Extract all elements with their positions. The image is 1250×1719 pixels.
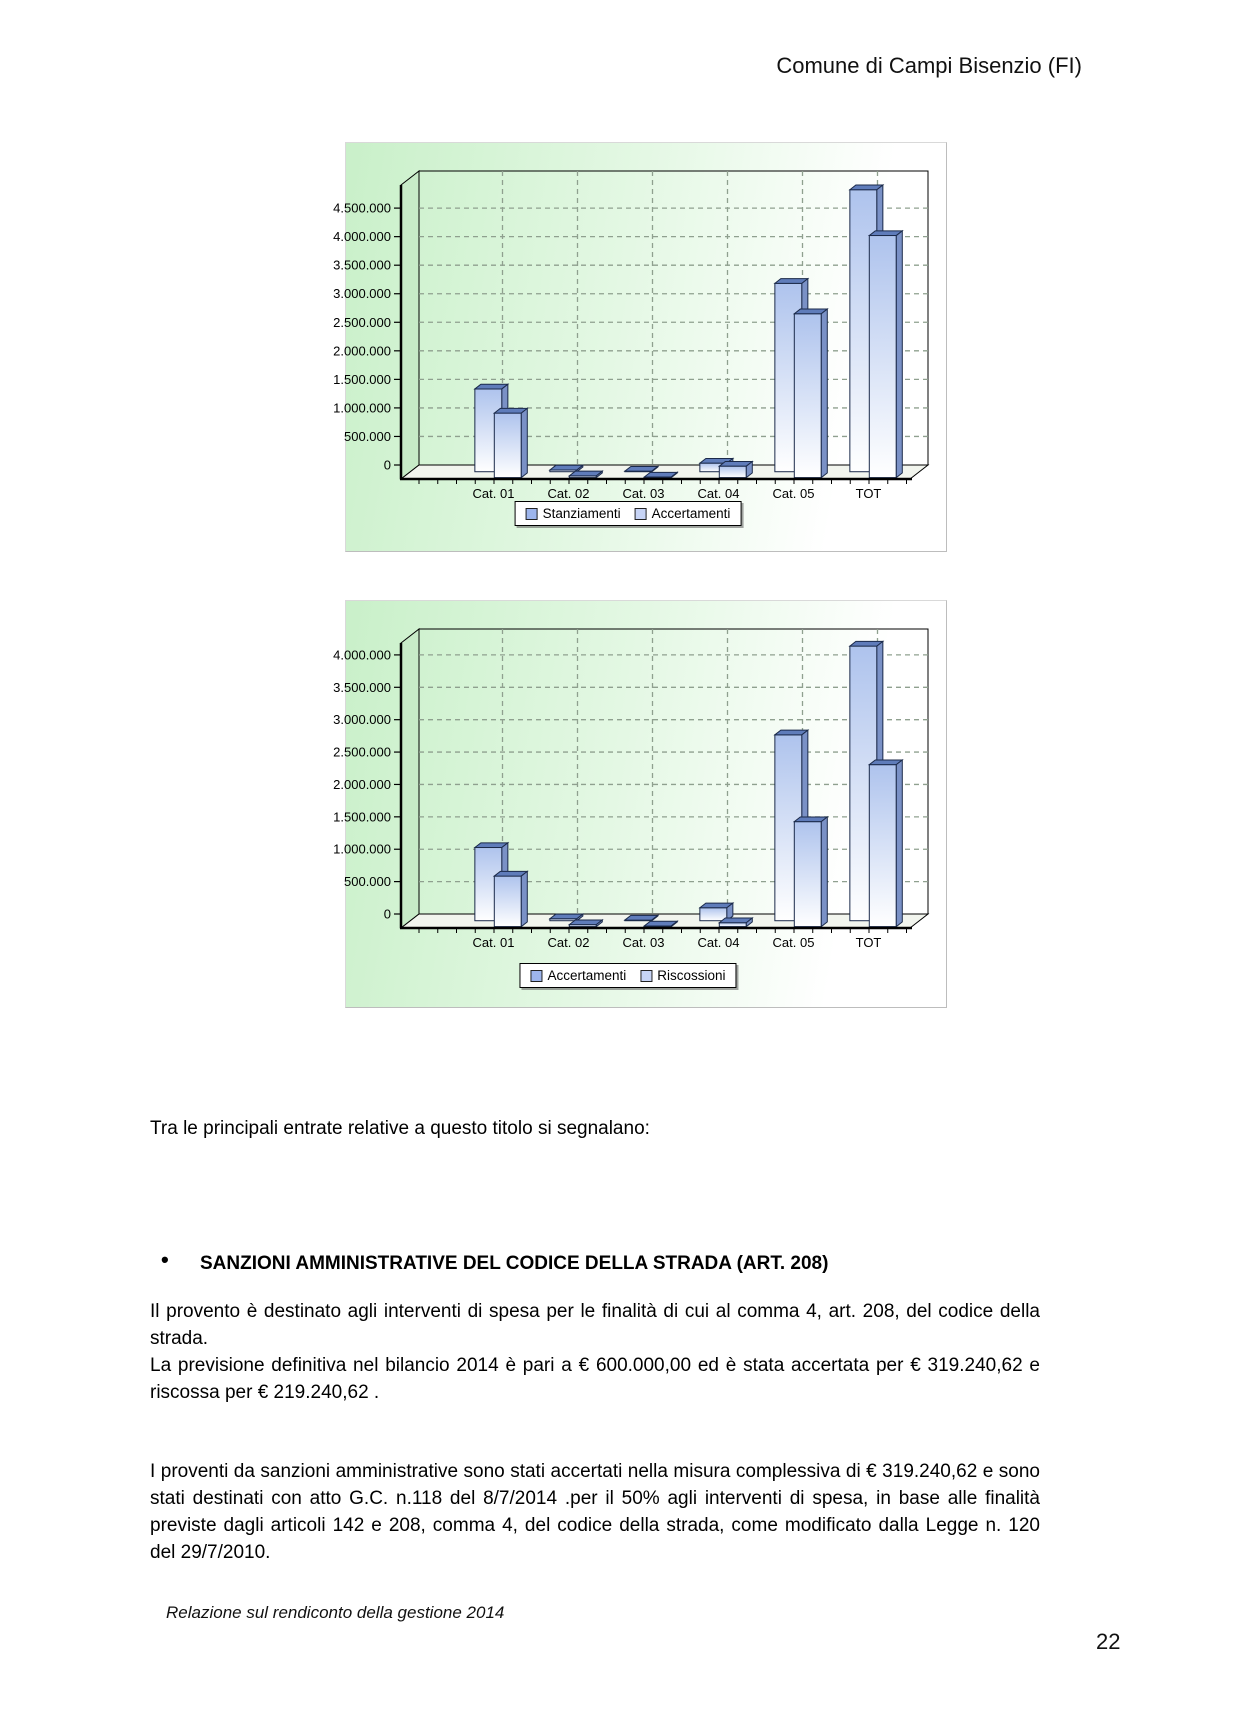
paragraph-provento-part1: Il provento è destinato agli interventi di spesa per le finalità di cui al comma 4, art. 208, del codice della strada. (150, 1301, 1040, 1349)
x-category-label: Cat. 05 (772, 486, 815, 501)
bar-accertamenti (794, 314, 821, 478)
x-category-label: TOT (855, 935, 882, 950)
legend-swatch-icon (640, 970, 652, 982)
paragraph-proventi-sanzioni: I proventi da sanzioni amministrative sono stati accertati nella misura complessiva di € 319.240,62 e sono stati destinati con atto G.C. n.118 del 8/7/2014 .per il 50% agli interventi di spesa, in base alle finalità previste dagli articoli 142 e 208, comma 4, del codice della strada, come modificato dalla Legge n. 120 del 29/7/2010. (150, 1461, 1040, 1563)
x-category-label: Cat. 02 (547, 935, 590, 950)
bar-riscossioni (494, 876, 521, 927)
section-heading: SANZIONI AMMINISTRATIVE DEL CODICE DELLA STRADA (ART. 208) (200, 1253, 829, 1274)
bar-riscossioni (794, 822, 821, 927)
y-tick-label: 1.000.000 (333, 400, 391, 416)
legend-item (526, 506, 621, 521)
legend-label: Accertamenti (651, 506, 731, 521)
y-tick-label: 0 (383, 457, 391, 473)
y-tick-label: 1.000.000 (333, 841, 391, 857)
legend-swatch-icon (635, 508, 647, 520)
chart-canvas (333, 143, 946, 551)
y-tick-label: 3.000.000 (333, 286, 391, 302)
legend-item (530, 968, 626, 983)
bar-accertamenti (700, 908, 727, 921)
x-category-label: Cat. 04 (697, 935, 740, 950)
x-category-label: Cat. 05 (772, 935, 815, 950)
bar-accertamenti (869, 236, 896, 478)
chart-legend (519, 963, 736, 988)
legend-label: Stanziamenti (542, 506, 621, 521)
y-tick-label: 3.500.000 (333, 257, 391, 273)
x-category-label: Cat. 03 (622, 935, 665, 950)
intro-text: Tra le principali entrate relative a questo titolo si segnalano: (150, 1118, 650, 1139)
x-category-label: Cat. 01 (472, 935, 515, 950)
bar-chart-accertamenti-riscossioni (333, 600, 947, 1008)
bullet-icon: • (161, 1247, 169, 1272)
page-number: 22 (1096, 1629, 1121, 1654)
y-tick-label: 500.000 (344, 428, 391, 444)
legend-item (640, 968, 725, 983)
bar-chart-stanziamenti-accertamenti (333, 142, 947, 552)
y-tick-label: 4.000.000 (333, 229, 391, 245)
chart-canvas (333, 601, 946, 1007)
y-tick-label: 4.000.000 (333, 647, 391, 663)
chart-legend (515, 501, 742, 526)
x-category-label: TOT (855, 486, 882, 501)
page-footer: Relazione sul rendiconto della gestione 2014 (166, 1603, 505, 1622)
x-category-label: Cat. 02 (547, 486, 590, 501)
y-tick-label: 2.000.000 (333, 776, 391, 792)
y-tick-label: 2.500.000 (333, 314, 391, 330)
y-tick-label: 4.500.000 (333, 200, 391, 216)
bar-accertamenti (494, 413, 521, 478)
legend-label: Riscossioni (657, 968, 726, 983)
y-tick-label: 2.000.000 (333, 343, 391, 359)
legend-swatch-icon (526, 508, 538, 520)
bar-riscossioni (869, 765, 896, 927)
y-tick-label: 3.000.000 (333, 712, 391, 728)
paragraph-provento (150, 1298, 1040, 1406)
x-category-label: Cat. 03 (622, 486, 665, 501)
paragraph-provento-part2: La previsione definitiva nel bilancio 2014 è pari a € 600.000,00 ed è stata accertata per € 319.240,62 e riscossa per € 219.240,62 . (150, 1355, 1040, 1403)
x-category-label: Cat. 01 (472, 486, 515, 501)
y-tick-label: 0 (383, 906, 391, 922)
y-tick-label: 1.500.000 (333, 809, 391, 825)
legend-label: Accertamenti (547, 968, 627, 983)
y-tick-label: 500.000 (344, 874, 391, 890)
page-header: Comune di Campi Bisenzio (FI) (776, 53, 1082, 78)
x-category-label: Cat. 04 (697, 486, 740, 501)
legend-swatch-icon (530, 970, 542, 982)
bar-riscossioni (719, 923, 746, 927)
y-tick-label: 2.500.000 (333, 744, 391, 760)
y-tick-label: 1.500.000 (333, 371, 391, 387)
legend-item (635, 506, 731, 521)
bar-accertamenti (719, 466, 746, 477)
y-tick-label: 3.500.000 (333, 679, 391, 695)
